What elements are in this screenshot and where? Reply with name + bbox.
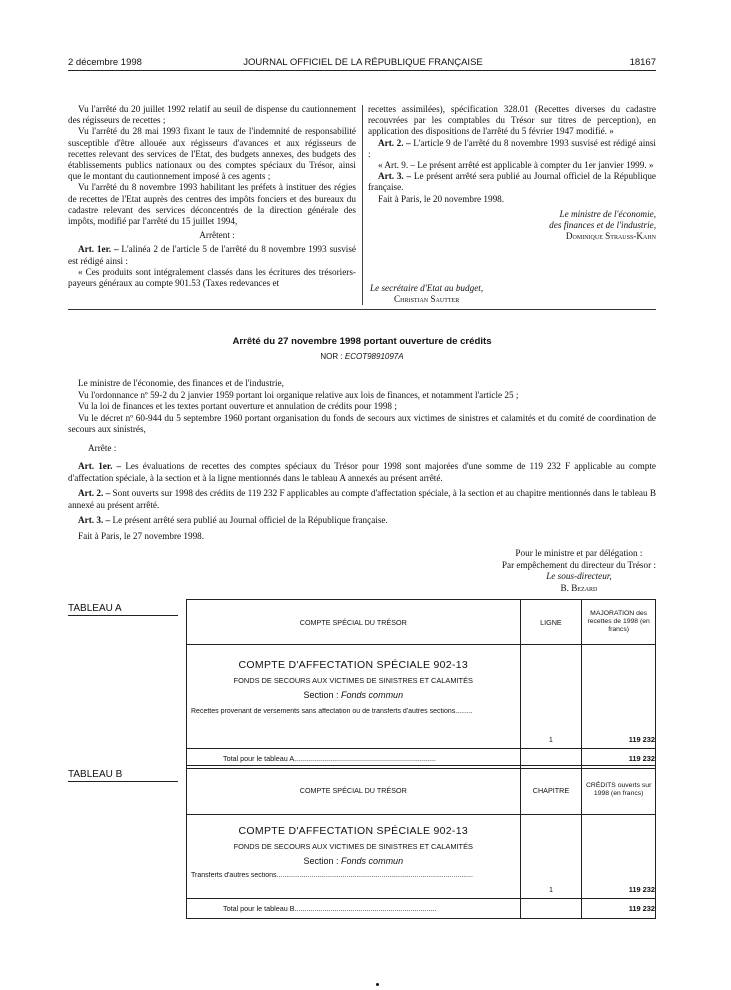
s-art3 — [68, 515, 656, 527]
para-vu-1: Vu l'ordonnance nº 59-2 du 2 janvier 1959 portant loi organique relative aux lois de finances, et notamment l'article 25 ; — [78, 389, 519, 400]
tableau-a-label: TABLEAU A — [68, 603, 178, 616]
tableau-a-body — [187, 645, 656, 749]
tableau-a-section: Section : Fonds commun — [303, 690, 404, 700]
arrete-word: Arrête : — [88, 442, 117, 453]
s-art1-text: Les évaluations de recettes des comptes spéciaux du Trésor pour 1998 sont majorées d'une somme de 119 232 F applicable au compte d'affectation spéciale, à la section et à la ligne mentionnés dans le tableau A annexés au présent arrêté. — [68, 461, 657, 483]
s-sig-line2: Par empêchement du directeur du Trésor : — [501, 559, 656, 570]
arretent: Arrêtent : — [199, 230, 235, 241]
tableau-b-total-label: Total pour le tableau B....................................................................... — [187, 899, 521, 919]
section-separator — [68, 309, 656, 310]
sig1-name: Dominique Strauss-Kahn — [565, 231, 656, 242]
header-journal: JOURNAL OFFICIEL DE LA RÉPUBLIQUE FRANÇAISE — [243, 57, 483, 68]
nor-line — [68, 352, 656, 361]
tableau-a-row-code: 1 — [520, 645, 582, 749]
tableau-a-section-value: Fonds commun — [341, 690, 404, 700]
s-sig-line3: Le sous-directeur, — [546, 571, 612, 581]
tableau-a-total-label: Total pour le tableau A....................................................................... — [187, 749, 521, 769]
left-para-1: Vu l'arrêté du 20 juillet 1992 relatif au seuil de dispense du cautionnement des régisseurs de recettes ; — [68, 104, 356, 126]
tableau-a-col2: LIGNE — [520, 600, 582, 645]
tableau-a-total-value: 119 232 — [582, 749, 656, 769]
tableau-a-row-value: 119 232 — [582, 645, 656, 749]
fait-1: Fait à Paris, le 20 novembre 1998. — [378, 193, 505, 204]
tableau-b-section-value: Fonds commun — [341, 856, 404, 866]
art2-quote: « Art. 9. – Le présent arrêté est applicable à compter du 1er janvier 1999. » — [378, 160, 654, 171]
s-art1 — [68, 461, 656, 484]
column-divider — [362, 105, 363, 305]
left-para-2: Vu l'arrêté du 28 mai 1993 fixant le taux de l'indemnité de responsabilité susceptible d'être allouée aux régisseurs d'avances et aux régisseurs de recettes relevant des services de l'Etat, des budgets annexes, des budgets des établissements publics nationaux ou des comptes spéciaux du Trésor, ainsi que le montant du cautionnement imposé à ces agents ; — [68, 126, 356, 182]
right-continuation: recettes assimilées), spécification 328.01 (Recettes diverses du cadastre recouvrées par les comptables du Trésor sur titres de perception), en application des dispositions de l'arrêté du 5 février 1947 modifié. » — [368, 104, 656, 137]
s-art2 — [68, 488, 656, 511]
tableau-a-row-label: Recettes provenant de versements sans affectation ou de transferts d'autres sections......... — [191, 708, 473, 715]
page-mark — [376, 983, 379, 986]
tableau-a-header — [187, 600, 656, 645]
art3-para — [368, 171, 656, 193]
art1-label: Art. 1er. – — [78, 244, 119, 255]
tableau-a-fonds: FONDS DE SECOURS AUX VICTIMES DE SINISTRES ET CALAMITÉS — [233, 676, 473, 685]
left-para-3: Vu l'arrêté du 8 novembre 1993 habilitant les préfets à instituer des régies de recettes de l'Etat auprès des centres des impôts fonciers et des bureaux du cadastre relevant des services déconcentrés de la direction générale des impôts, modifié par l'arrêté du 15 juillet 1994, — [68, 182, 356, 227]
tableau-b-row-label: Transferts d'autres sections..................................................................................................... — [191, 872, 473, 879]
right-column — [368, 104, 656, 242]
sig2-block — [370, 283, 570, 305]
s-sig-block — [68, 548, 656, 594]
tableau-b-row-code: 1 — [520, 815, 582, 899]
s-sig-name: B. Bezard — [560, 582, 598, 593]
tableau-b — [186, 765, 656, 919]
s-art3-label: Art. 3. – — [78, 515, 111, 525]
s-art1-label: Art. 1er. – — [78, 461, 122, 471]
art1-text: L'alinéa 2 de l'article 5 de l'arrêté du 8 novembre 1993 susvisé est rédigé ainsi : — [68, 244, 357, 266]
arrete-body — [68, 378, 656, 594]
tableau-b-compte: COMPTE D'AFFECTATION SPÉCIALE 902-13 — [238, 825, 469, 837]
tableau-b-section: Section : Fonds commun — [303, 856, 404, 866]
s-art3-text: Le présent arrêté sera publié au Journal officiel de la République française. — [112, 515, 388, 525]
header-rule — [68, 70, 656, 71]
sig2-line1: Le secrétaire d'Etat au budget, — [370, 283, 484, 293]
s-art2-label: Art. 2. – — [78, 488, 111, 498]
tableau-b-col3: CRÉDITS ouverts sur 1998 (en francs) — [582, 766, 656, 815]
header-page: 18167 — [629, 57, 656, 68]
tableau-a-col1: COMPTE SPÉCIAL DU TRÉSOR — [187, 600, 521, 645]
s-sig-line1: Pour le ministre et par délégation : — [515, 548, 643, 558]
tableau-a — [186, 599, 656, 769]
sig2-name: Christian Sautter — [394, 294, 460, 305]
tableau-b-row-value: 119 232 — [582, 815, 656, 899]
art1-quote: « Ces produits sont intégralement classés dans les écritures des trésoriers-payeurs généraux au compte 901.53 (Taxes redevances et — [68, 266, 356, 289]
tableau-b-body — [187, 815, 656, 899]
art2-para — [368, 138, 656, 160]
tableau-b-total — [187, 899, 656, 919]
tableau-b-col1: COMPTE SPÉCIAL DU TRÉSOR — [187, 766, 521, 815]
sig1-line1: Le ministre de l'économie, — [559, 208, 656, 219]
arrete-title: Arrêté du 27 novembre 1998 portant ouverture de crédits — [232, 336, 492, 347]
nor-label: NOR : — [320, 352, 343, 361]
tableau-a-col3: MAJORATION des recettes de 1998 (en francs) — [582, 600, 656, 645]
header-date: 2 décembre 1998 — [68, 57, 142, 68]
para-vu-3: Vu le décret nº 60-944 du 5 septembre 1960 portant organisation du fonds de secours aux victimes de sinistres et calamités et du comité de coordination de secours aux sinistrés, — [68, 412, 656, 434]
tableau-b-col2: CHAPITRE — [520, 766, 582, 815]
art3-label: Art. 3. – — [378, 171, 412, 182]
tableau-a-compte: COMPTE D'AFFECTATION SPÉCIALE 902-13 — [238, 659, 469, 671]
art3-text: Le présent arrêté sera publié au Journal officiel de la République française. — [368, 171, 657, 193]
art2-text: L'article 9 de l'arrêté du 8 novembre 1993 susvisé est rédigé ainsi : — [368, 137, 656, 159]
tableau-b-header — [187, 766, 656, 815]
tableau-b-label: TABLEAU B — [68, 769, 178, 782]
nor-value: ECOT9891097A — [344, 352, 404, 361]
para-vu-2: Vu la loi de finances et les textes portant ouverture et annulation de crédits pour 1998 ; — [78, 401, 397, 411]
art2-label: Art. 2. – — [378, 137, 411, 148]
left-column — [68, 104, 356, 289]
art1-para — [68, 244, 356, 266]
para-minister: Le ministre de l'économie, des finances et de l'industrie, — [78, 378, 284, 388]
tableau-b-total-value: 119 232 — [582, 899, 656, 919]
s-fait: Fait à Paris, le 27 novembre 1998. — [78, 530, 205, 541]
sig1-line2: des finances et de l'industrie, — [549, 220, 656, 231]
tableau-b-fonds: FONDS DE SECOURS AUX VICTIMES DE SINISTRES ET CALAMITÉS — [233, 842, 473, 851]
s-art2-text: Sont ouverts sur 1998 des crédits de 119 232 F applicables au compte d'affectation spéciale, à la section et au chapitre mentionnés dans le tableau B annexé au présent arrêté. — [68, 488, 657, 510]
